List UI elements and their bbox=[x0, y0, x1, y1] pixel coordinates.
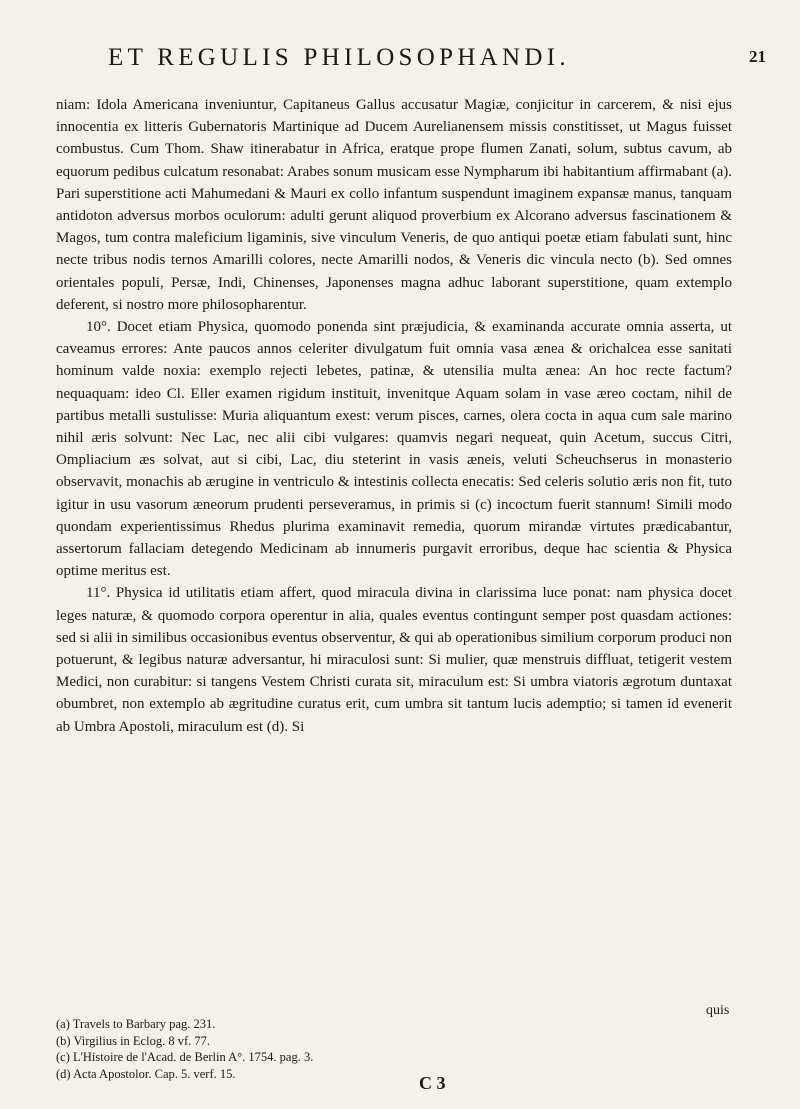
footnote-b: (b) Virgilius in Eclog. 8 vf. 77. bbox=[56, 1033, 210, 1048]
footnote-a: (a) Travels to Barbary pag. 231. bbox=[56, 1017, 216, 1031]
paragraph-11: 11°. Physica id utilitatis etiam affert, quod miracula divina in clarissima luce ponat: nam physica docet leges naturæ, & quomodo corpora operentur in alia, quales eventus contingunt semper post quasdam actiones: sed si alii in similibus occasionibus eventus observentur, & qui ab operationibus similium corporum produci non potuerunt, & legibus naturæ adversantur, hi miraculosi sunt: Si mulier, quæ menstruis diffluat, tetigerit vestem Medici, non curabitur: si tangens Vestem Christi curata sit, miraculum est: Si umbra viatoris ægrotum duntaxat obumbret, non extemplo ab ægritudine curatus erit, cum umbra sit tantum lucis ademptio; si tamen id evenerit ab Umbra Apostoli, miraculum est (d). Si bbox=[56, 585, 732, 735]
main-text bbox=[56, 94, 732, 738]
running-header bbox=[108, 44, 766, 80]
footnote-d: (d) Acta Apostolor. Cap. 5. verf. 15. bbox=[56, 1066, 236, 1081]
footnote-c: (c) L'Histoire de l'Acad. de Berlin A°. 1754. pag. 3. bbox=[56, 1050, 314, 1064]
catchword: quis bbox=[706, 1003, 730, 1018]
paragraph-continued: niam: Idola Americana inveniuntur, Capitaneus Gallus accusatur Magiæ, conjicitur in carcerem, & nisi ejus innocentia ex litteris Gubernatoris Martinique ad Ducem Aurelianensem missis constitisset, ut Magus fuisset combustus. Cum Thom. Shaw itinerabatur in Africa, eratque prope flumen Zanati, solum, subtus cavum, ab equorum pedibus culcatum resonabat: Arabes sonum musicam esse Nympharum ibi habitantium affirmabant (a). Pari superstitione acti Mahumedani & Mauri ex collo infantum suspendunt imaginem expansæ manus, tanquam antidoton adversus morbos oculorum: adulti gerunt aliquod proverbium ex Alcorano adversus fascinationem & Magos, tum contra maleficium ligaminis, sive vinculum Veneris, de quo antiqui poetæ etiam fabulati sunt, hinc necte tribus nodis ternos Amarilli colores, necte Amarilli nodos, & Veneris dic vincula necto (b). Sed omnes orientales populi, Persæ, Indi, Chinenses, Japonenses magna adhuc laborant superstitione, quam extemplo deferent, si nostro more philosopharentur. bbox=[56, 97, 732, 313]
signature-mark: C 3 bbox=[419, 1073, 446, 1093]
footnotes bbox=[56, 1016, 656, 1082]
paragraph-10: 10°. Docet etiam Physica, quomodo ponenda sint præjudicia, & examinanda accurate omnia asserta, ut caveamus errores: Ante paucos annos celeriter divulgatum fuit omnia vasa ænea & orichalcea esse sanitati hominum valde noxia: exemplo rejecti lebetes, patinæ, & utensilia multa ænea: An hoc recte factum? nequaquam: ideo Cl. Eller examen rigidum instituit, invenitque Aquam solam in vase æreo coctam, nihil de partibus metalli sustulisse: Muria aliquantum exest: verum pisces, carnes, olera cocta in aqua cum sale marino nihil æris solvunt: Nec Lac, nec alii cibi vulgares: quamvis negari nequeat, quin Acetum, succus Citri, Ompliacium æs solvat, aut si cibi, Lac, diu steterint in vasis æneis, veluti Scheuchserus in monasterio observavit, monachis ab ærugine in ventriculo & intestinis collecta enecatis: Sed celeris solutio æris non fit, tuto igitur in usu vasorum æneorum prudenti perseveramus, in primis si (c) incoctum fuerit stannum! Simili modo quondam experientissimus Rhedus plurima examinavit remedia, quorum mirandæ virtutes prædicabantur, assertorum fallaciam detegendo Medicinam ab innumeris purgavit erroribus, deque hac scientia & Physica optime meritus est. bbox=[56, 319, 732, 580]
running-title: ET REGULIS PHILOSOPHANDI. bbox=[108, 44, 570, 71]
page-number: 21 bbox=[749, 47, 766, 66]
